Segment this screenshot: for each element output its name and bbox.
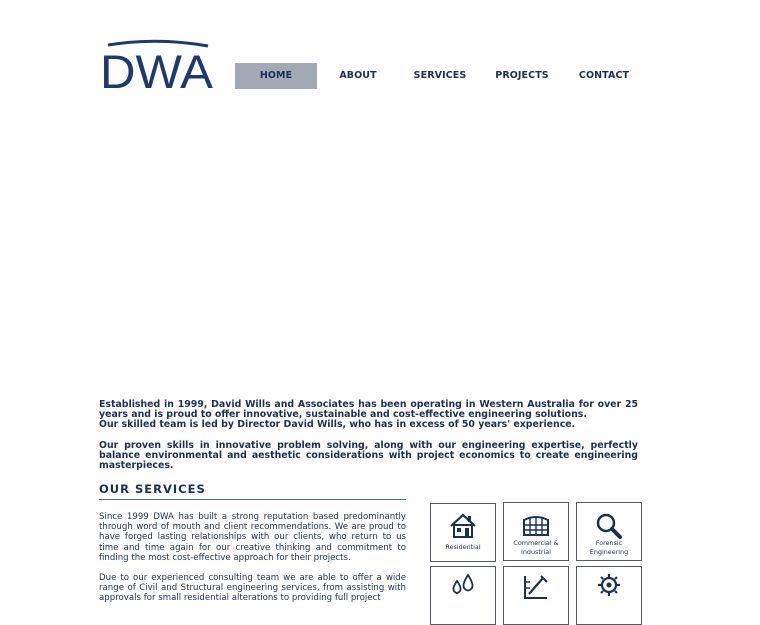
main-nav — [235, 63, 645, 89]
house-icon — [449, 513, 477, 539]
service-tile-drafting[interactable] — [503, 566, 569, 625]
nav-home[interactable]: HOME — [235, 63, 317, 89]
intro-para-2: Our proven skills in innovative problem solving, along with our engineering expertise, perfectly balance environmental and aesthetic considerations with project economics to create engineering masterpieces. — [99, 439, 638, 472]
service-tile-water[interactable] — [430, 566, 496, 625]
service-tile-residential[interactable] — [430, 503, 496, 562]
services-text — [99, 512, 406, 604]
intro-section — [99, 400, 638, 471]
service-tile-forensic[interactable] — [576, 502, 642, 561]
service-tile-innovation[interactable] — [576, 566, 642, 625]
nav-contact[interactable]: CONTACT — [578, 70, 630, 81]
nav-about[interactable]: ABOUT — [339, 70, 377, 81]
logo-text: DWA — [100, 45, 214, 90]
service-tile-commercial[interactable] — [503, 502, 569, 561]
intro-para-1: Established in 1999, David Wills and Associates has been operating in Western Australia for over 25 years and is proud to offer innovative, sustainable and cost-effective engineering solutions. — [99, 399, 638, 421]
nav-projects[interactable]: PROJECTS — [495, 70, 549, 81]
tile-label: Forensic Engineering — [589, 539, 629, 556]
tile-label: Residential — [445, 543, 481, 551]
services-para-2: Due to our experienced consulting team we are able to offer a wide range of Civil and Structural engineering services, from assisting with approvals for small residential alterations to providing full project — [99, 573, 406, 604]
drafting-icon — [521, 572, 551, 600]
services-heading: OUR SERVICES — [99, 482, 206, 496]
nav-services[interactable]: SERVICES — [413, 70, 467, 81]
gear-brain-icon — [594, 572, 624, 600]
magnifier-icon — [595, 512, 623, 539]
dwa-logo-icon — [100, 38, 214, 90]
services-divider — [99, 499, 406, 500]
dwa-logo[interactable] — [100, 38, 214, 90]
services-para-1: Since 1999 DWA has built a strong reputation based predominantly through word of mouth and client recommendations. We are proud to have forged lasting relationships with our clients, who return to us time and time again for our creative thinking and commitment to finding the most cost-effective approach for their projects. — [99, 512, 406, 563]
tile-label: Commercial & Industrial — [513, 539, 559, 556]
building-icon — [522, 514, 550, 536]
intro-para-1b: Our skilled team is led by Director David Wills, who has in excess of 50 years' experience. — [99, 419, 576, 431]
water-drops-icon — [449, 573, 477, 597]
